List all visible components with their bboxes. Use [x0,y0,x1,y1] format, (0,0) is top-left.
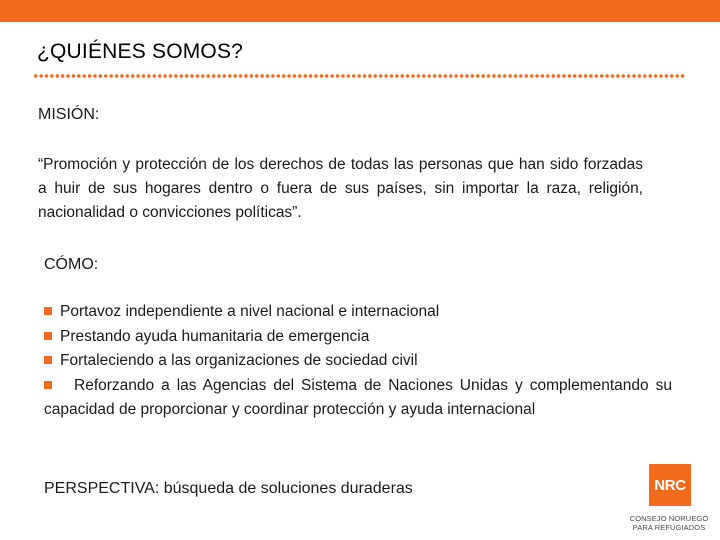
slide-title: ¿QUIÉNES SOMOS? [37,40,244,63]
list-item-text: Prestando ayuda humanitaria de emergencia [60,327,370,345]
perspectiva-text: PERSPECTIVA: búsqueda de soluciones duraderas [44,480,413,497]
square-bullet-icon [44,381,52,389]
nrc-logo [624,464,714,540]
como-label: CÓMO: [44,256,99,273]
list-item [44,300,672,325]
top-accent-bar [0,0,720,22]
como-list [44,300,672,423]
dotted-divider [33,73,685,79]
list-item-text: Fortaleciendo a las organizaciones de sociedad civil [60,352,418,369]
square-bullet-icon [44,307,52,315]
list-item-text: Portavoz independiente a nivel nacional e internacional [60,303,440,320]
list-item [44,349,672,374]
list-item [44,374,672,423]
nrc-logo-caption [624,514,714,532]
list-item [44,325,672,350]
square-bullet-icon [44,332,52,340]
square-bullet-icon [44,356,52,364]
nrc-logo-mark: NRC [649,464,691,506]
nrc-logo-line-1: CONSEJO NORUEGO [629,514,709,523]
mision-label: MISIÓN: [38,106,100,123]
nrc-logo-line-2: PARA REFUGIADOS [632,523,706,532]
list-item-text: Reforzando a las Agencias del Sistema de Naciones Unidas y complementando su capacidad de proporcionar y coordinar protección y ayuda internacional [44,376,672,418]
mision-text: “Promoción y protección de los derechos de todas las personas que han sido forzadas a huir de sus hogares dentro o fuera de sus países, sin importar la raza, religión, nacionalidad o convicciones políticas”. [38,156,643,221]
